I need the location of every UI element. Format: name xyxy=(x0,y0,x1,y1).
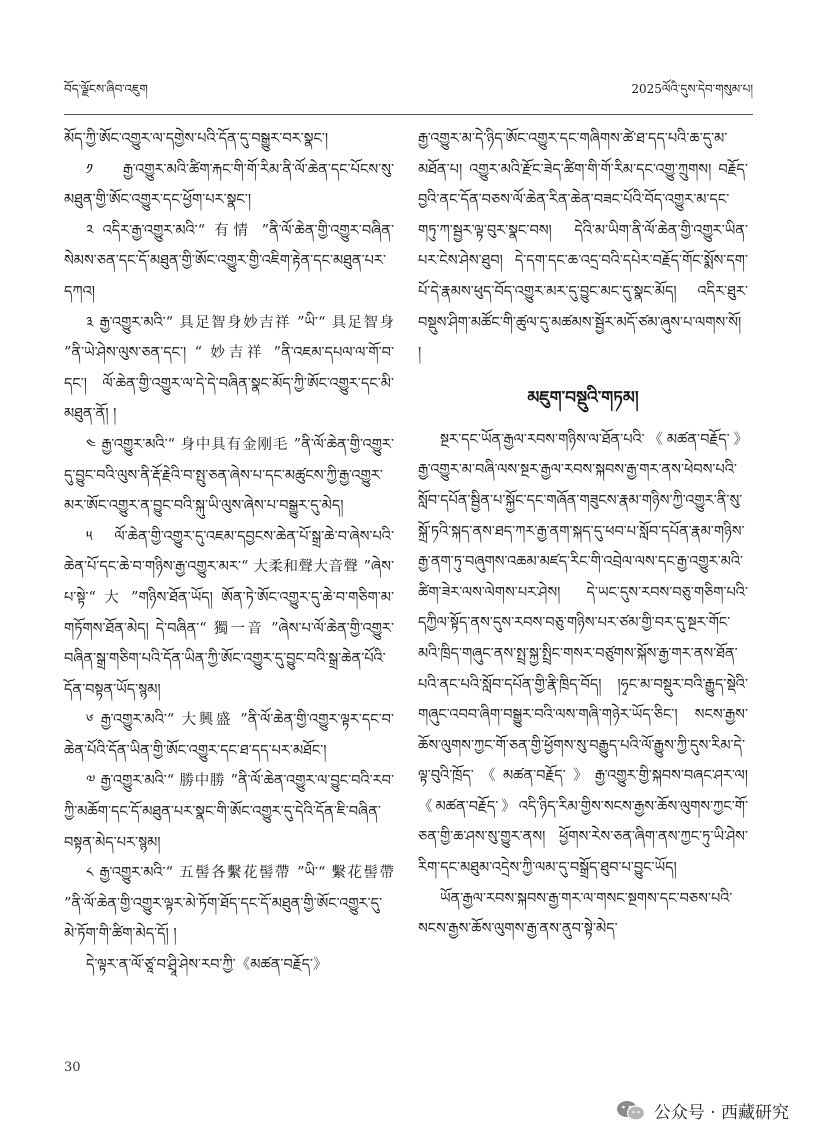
paragraph: མོད་ཀྱི་ཨོང་འགྱུར་ལ་དགྱེས་པའི་དོན་དུ་བསྒྱུར་བར་སྣང་། xyxy=(64,131,329,147)
issue-label: 2025ལོའི་དུས་དེབ་གསུམ་པ། xyxy=(631,82,753,96)
paragraph: ༢ འདིར་རྒྱ་འགྱུར་མའི་“ 有情 ”ནི་ལོ་ཆེན་གྱི་འགྱུར་བཞིན་སེམས་ཅན་དང་དོ་མཐུན་གྱི་ཨོང་འགྱུར་གྱི་འཇིག་རྟེན་དང་མཐུན་པར་དཀའ། xyxy=(64,222,394,300)
running-header xyxy=(64,82,753,115)
section-title: མཇུག་བསྡུའི་གཏམ། xyxy=(527,387,639,408)
paragraph: དེ་ལྟར་ན་ལོ་ཙཱ་བ་ཤྲཱི་ཤེས་རབ་ཀྱི་《མཚན་བརྗོད་》 xyxy=(86,957,328,974)
paragraph: སྔར་དང་ཡོན་རྒྱལ་རབས་གཉིས་ལ་ཐོན་པའི་《མཚན་བརྗོད་》རྒྱ་འགྱུར་མ་བཞི་ལས་སྔར་རྒྱལ་རབས་སྐབས་རྒྱ་གར་ནས་ཕེབས་པའི་སློབ་དཔོན་སྦྱིན་པ་སྐྱོང་དང་གཞོན་གཟུངས་རྣམ་གཉིས་ཀྱི་འགྱུར་ནི་སུ་སྐྲོ་ཏའི་སྐད་ནས་ཐད་ཀར་རྒྱ་ནག་སྐད་དུ་ཕབ་པ་སློབ་དཔོན་རྣམ་གཉིས་རྒྱ་ནག་ཏུ་བཞུགས་འཆམ་མཛད་རིང་གི་འབྲེལ་ལས་དང་རྒྱ་འགྱུར་མའི་ཚིག་ཟེར་ལས་ལེགས་པར་ཤེས། དེ་ཡང་དུས་རབས་བཅུ་གཅིག་པའི་དཀྱིལ་སྟོད་ནས་དུས་རབས་བཅུ་གཉིས་པར་ཙམ་གྱི་བར་དུ་སྔར་གོང་མའི་ཁྲིད་གཞུང་ནས་སྤྲ་སྐྱ་སྤྲིང་གསར་བཙུགས་སྐོས་རྒྱ་གར་ནས་ཐོན་པའི་ནང་པའི་སློབ་དཔོན་གྱི་རྣི་ཁྲིད་བོད། །ཧྭང་མ་བསྡུར་བའི་རྒྱུད་སྡེའི་གཞུང་འབབ་ཞིག་བསྒྱུར་བའི་ལས་གཞི་གཉེར་ཡོད་ཅིང་། སངས་རྒྱས་ཆོས་ལུགས་ཀྱང་གོ་ཅན་གྱི་ཕྱོགས་སུ་བརྒྱུད་པའི་ལོ་རྒྱུས་ཀྱི་དུས་རིམ་དེ་ལྟ་བུའི་ཁྲོད་《མཚན་བརྗོད་》རྒྱ་འགྱུར་གྱི་སྐབས་བཞང་ཤར་ལ། 《མཚན་བརྗོད་》འདི་ཉིད་རིམ་གྱིས་སངས་རྒྱས་ཆོས་ལུགས་ཀྱང་གོ་ཅན་གྱི་ཆ་ཤས་སུ་གྱུར་ནས། ཕྱོགས་རེས་ཅན་ཞིག་ནས་ཀྱང་ཏུ་ཡི་ཤེས་རིག་དང་མཐུམ་འདྲེས་ཀྱི་ལམ་དུ་བསྒྲོད་ཐུབ་པ་བྱུང་ཡོད། xyxy=(418,431,748,877)
paragraph: ༣ རྒྱ་འགྱུར་མའི་“ 具足智身妙吉祥 ”ཡི་“ 具足智身 ”ནི་ཡེ་ཤེས་ལུས་ཅན་དང་། “ 妙吉祥 ”ནི་འཇམ་དཔལ་ལ་གོ་བ་དང་། ལོ་ཆེན་གྱི་འགྱུར་ལ་དེ་དེ་བཞིན་སྣང་མོད་ཀྱི་ཨོང་འགྱུར་དང་མི་མཐུན་ནོ། ། xyxy=(64,314,394,423)
page-number: 30 xyxy=(64,1060,81,1075)
watermark-text: 公众号 · 西藏研究 xyxy=(653,1103,789,1123)
paragraph: རྒྱ་འགྱུར་མ་དེ་ཉིད་ཨོང་འགྱུར་དང་གཞིགས་ཚེ་ཐ་དད་པའི་ཆ་དུ་མ་མཐོན་པ། འགྱུར་མའི་རྫོང་ཟེད་ཚིག་གི་གོ་རིམ་དང་འགྱུ་ཀྲུགས། བརྗོད་བྱའི་ནང་དོན་བཅས་ལོ་ཆེན་རིན་ཆེན་བཟང་པོའི་བོད་འགྱུར་མ་དང་གཏུ་ཀ་སྦྱར་ལྟ་བུར་སྣང་བས། དེའི་མ་ཡིག་ནི་ལོ་ཆེན་གྱི་འགྱུར་ཡིན་པར་ངེས་ཤེས་ཐུབ། དེ་དག་དང་ཆ་འདྲ་བའི་དཔེར་བརྗོད་གོང་སྨོས་དག་པོ་དེ་རྣམས་ཕུད་བོད་འགྱུར་མར་དུ་བྱུང་མང་དུ་སྣང་མོད། འདིར་ཐུར་བསྡུས་ཤིག་མཚོང་གི་ཚུལ་དུ་མཚམས་སྦྱོར་མདོ་ཙམ་ཞུས་པ་ལགས་སོ། ། xyxy=(418,131,748,362)
journal-title: བོད་ལྗོངས་ཞིབ་འཇུག xyxy=(64,82,148,96)
paragraph: ༨ རྒྱ་འགྱུར་མའི་“ 五髻各繫花髻帶 ”ཡི་“ 繫花髻帶 ”ནི་ལོ་ཆེན་གྱི་འགྱུར་ལྟར་མེ་ཏོག་ཐོད་དང་དོ་མཐུན་གྱི་ཨོང་འགྱུར་དུ་མེ་ཏོག་གི་ཚིག་མེད་དོ། ། xyxy=(64,865,394,943)
right-column xyxy=(418,124,748,945)
paragraph: ༧ རྒྱ་འགྱུར་མའི་“ 勝中勝 ”ནི་ལོ་ཆེན་འགྱུར་ལ་བྱུང་བའི་རབ་ཀྱི་མཆོག་དང་དོ་མཐུན་པར་སྣང་གི་ཨོང་འགྱུར་དུ་དེའི་དོན་ཇི་བཞིན་བསྟན་མེད་པར་སྙམ། xyxy=(64,773,394,851)
paragraph: ༥ ལོ་ཆེན་གྱི་འགྱུར་དུ་འཇམ་དབྱངས་ཆེན་པོ་སྒྲ་ཆེ་བ་ཞེས་པའི་ཆེན་པོ་དང་ཆེ་བ་གཉིས་རྒྱ་འགྱུར་མར་“ 大柔和聲大音聲 ”ཞེས་པ་སྟེ་“ 大 ”གཉིས་ཐོན་ཡོད། ཨོན་ཏེ་ཨོང་འགྱུར་དུ་ཆེ་བ་གཅིག་མ་གཏོགས་ཐོན་མེད། དེ་བཞིན་“ 獨一音 ”ཞེས་པ་ལོ་ཆེན་གྱི་འགྱུར་བཞིན་སྒྲ་གཅིག་པའི་དོན་ཡིན་ཀྱི་ཨོང་འགྱུར་དུ་བྱུང་བའི་སྒྲ་ཆེན་པོའི་དོན་བསྟན་ཡོད་སྙམ། xyxy=(64,528,394,698)
left-column xyxy=(64,124,394,981)
wechat-icon xyxy=(616,1099,646,1123)
paragraph: ༡ རྒྱ་འགྱུར་མའི་ཚིག་རྐང་གི་གོ་རིམ་ནི་ལོ་ཆེན་དང་པོངས་སུ་མཐུན་གྱི་ཨོང་འགྱུར་དང་ཕྱོག་པར་སྣང་། xyxy=(64,161,394,209)
paragraph: ༤ རྒྱ་འགྱུར་མའི་“ 身中具有金刚毛 ”ནི་ལོ་ཆེན་གྱི་འགྱུར་དུ་བྱུང་བའི་ལུས་ནི་རྡོ་རྗེའི་བ་སྤུ་ཅན་ཞེས་པ་དང་མཚུངས་ཀྱི་རྒྱ་འགྱུར་མར་ཨོང་འགྱུར་ན་བྱུང་བའི་སྐུ་ཡི་ལུས་ཞེས་པ་བསྒྱུར་དུ་མེད། xyxy=(64,436,394,515)
paragraph: ཡོན་རྒྱལ་རབས་སྐབས་རྒྱ་གར་ལ་གསང་སྔགས་དང་བཅས་པའི་སངས་རྒྱས་ཆོས་ལུགས་རྒྱ་ནས་ནུབ་སྟེ་མེད་ xyxy=(418,890,733,938)
watermark xyxy=(616,1098,789,1123)
paragraph: ༦ རྒྱ་འགྱུར་མའི་“ 大興盛 ”ནི་ལོ་ཆེན་གྱི་འགྱུར་ལྟར་དང་བ་ཆེན་པོའི་དོན་ཡིན་གྱི་ཨོང་འགྱུར་དང་ཐ་དད་པར་མཐོང་། xyxy=(64,712,394,759)
